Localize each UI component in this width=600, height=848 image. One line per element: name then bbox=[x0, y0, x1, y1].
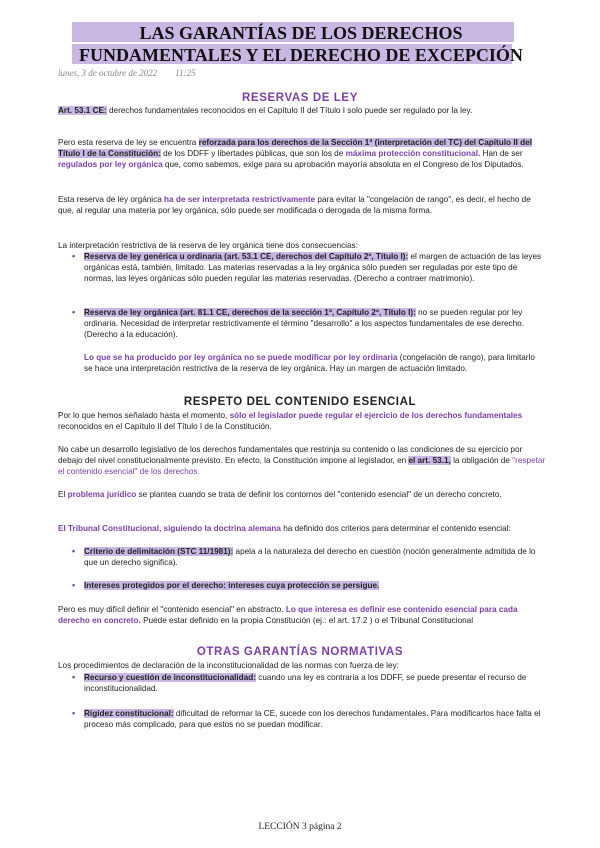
paragraph: Los procedimientos de declaración de la inconstitucionalidad de las normas con fuerza de ley: bbox=[58, 661, 399, 670]
highlight-text: Reserva de ley genérica u ordinaria (art. 53.1 CE, derechos del Capítulo 2º, Título I): bbox=[84, 252, 409, 261]
highlight-text: Criterio de delimitación (STC 11/1981): bbox=[84, 547, 234, 556]
paragraph-text: derechos fundamentales reconocidos en el Capítulo II del Título I solo puede ser regulado por la ley. bbox=[106, 106, 473, 115]
paragraph-text: la obligación de bbox=[450, 456, 513, 465]
bullet-icon: • bbox=[72, 546, 76, 556]
paragraph-text: Esta reserva de ley orgánica bbox=[58, 195, 165, 204]
list-item-continuation bbox=[84, 352, 544, 374]
heading-reservas: RESERVAS DE LEY bbox=[242, 92, 358, 104]
title-line-1: LAS GARANTÍAS DE LOS DERECHOS bbox=[139, 23, 463, 43]
bullet-icon: • bbox=[72, 251, 76, 261]
page-footer: LECCIÓN 3 página 2 bbox=[258, 822, 342, 832]
paragraph-text: de los DDFF y libertades públicas, que son los de bbox=[160, 149, 346, 158]
emphasis-text: Lo que interesa es definir ese contenido esencial para cada derecho en concreto. bbox=[58, 605, 518, 625]
bullet-icon: • bbox=[72, 672, 76, 682]
list-item bbox=[72, 708, 544, 730]
paragraph-text: no se pueden regular por ley ordinaria. Necesidad de interpretar restrictivamente el término "desarrollo" a los aspectos fundamentales de ese derecho. (Derecho a la educación). bbox=[84, 308, 524, 339]
emphasis-text: "respetar el contenido esencial" de los derechos. bbox=[58, 456, 546, 476]
paragraph-text: dificultad de reformar la CE, sucede con los derechos fundamentales. Para modificarlos hace falta el proceso más complicado, para que estos no se puedan modificar. bbox=[84, 709, 541, 729]
highlight-text: Rigidez constitucional: bbox=[84, 709, 174, 718]
paragraph bbox=[58, 194, 548, 216]
paragraph bbox=[58, 410, 548, 432]
paragraph bbox=[58, 489, 548, 500]
emphasis-text: ha de ser interpretada restrictivamente bbox=[164, 195, 316, 204]
title-line-2: FUNDAMENTALES Y EL DERECHO DE EXCEPCIÓN bbox=[79, 45, 523, 65]
highlight-text: Art. 53.1 CE: bbox=[58, 106, 107, 115]
paragraph-text: Pero es muy difícil definir el "contenido esencial" en abstracto. bbox=[58, 605, 286, 614]
paragraph bbox=[58, 523, 548, 534]
paragraph-text: ha definido dos criterios para determinar el contenido esencial: bbox=[280, 524, 511, 533]
paragraph bbox=[58, 444, 548, 477]
bullet-icon: • bbox=[72, 580, 76, 590]
heading-otras: OTRAS GARANTÍAS NORMATIVAS bbox=[196, 646, 404, 658]
paragraph-text: que, como sabemos, exige para su aprobación mayoría absoluta en el Congreso de los Diputados. bbox=[162, 160, 524, 169]
paragraph-text: El bbox=[58, 490, 68, 499]
emphasis-text: Lo que se ha producido por ley orgánica no se puede modificar por ley ordinaria bbox=[84, 353, 398, 362]
date-line bbox=[58, 68, 214, 78]
emphasis-text: problema jurídico bbox=[67, 490, 137, 499]
highlight-text: reforzada para los derechos de la Sección 1ª (interpretación del TC) del Capítulo II del Título I de la Constitución: bbox=[58, 138, 532, 158]
paragraph-text: Pero esta reserva de ley se encuentra bbox=[58, 138, 199, 147]
list-item bbox=[72, 672, 544, 694]
highlight-text: Recurso y cuestión de inconstitucionalidad: bbox=[84, 673, 256, 682]
list-item bbox=[72, 307, 544, 340]
highlight-text: Reserva de ley orgánica (art. 81.1 CE, derechos de la sección 1ª, Capítulo 2º, Título I): bbox=[84, 308, 416, 317]
emphasis-text: regulados por ley orgánica bbox=[58, 160, 163, 169]
paragraph-text: (congelación de rango), para limitarlo se hace una interpretación restrictiva de la reserva de ley orgánica. Hay un margen de actuación limitado. bbox=[84, 353, 535, 373]
heading-respeto: RESPETO DEL CONTENIDO ESENCIAL bbox=[183, 396, 417, 408]
emphasis-text: máxima protección constitucional. bbox=[345, 149, 481, 158]
bullet-icon: • bbox=[72, 307, 76, 317]
paragraph-text: cuando una ley es contraria a los DDFF, se puede presentar el recurso de inconstitucionalidad. bbox=[84, 673, 527, 693]
highlight-text: el art. 53.1, bbox=[408, 456, 451, 465]
paragraph-text: el margen de actuación de las leyes orgánicas está, también, limitado. Las materias reservadas a la ley orgánica sólo pueden ser reguladas por este tipo de normas, las leyes orgánicas sólo pueden regular las materias reservadas. (Derecho a contraer matrimonio). bbox=[84, 252, 542, 283]
document-title bbox=[66, 20, 536, 64]
paragraph-text: No cabe un desarrollo legislativo de los derechos fundamentales que restrinja su contenido o las condiciones de su ejercicio por debajo del nivel constitucionalmente previsto. En efecto, la Constitución impone al legislador, en bbox=[58, 445, 523, 465]
highlight-text: Intereses protegidos por el derecho: intereses cuya protección se persigue. bbox=[84, 581, 380, 590]
paragraph-text: Han de ser bbox=[480, 149, 523, 158]
date-day: lunes, 3 de octubre de 2022 bbox=[58, 68, 158, 78]
paragraph-text: Por lo que hemos señalado hasta el momento, bbox=[58, 411, 230, 420]
paragraph-text: apela a la naturaleza del derecho en cuestión (noción generalmente admitida de lo que un derecho significa). bbox=[84, 547, 536, 567]
paragraph: La interpretación restrictiva de la reserva de ley orgánica tiene dos consecuencias: bbox=[58, 241, 358, 250]
emphasis-text: El Tribunal Constitucional, siguiendo la doctrina alemana bbox=[58, 524, 281, 533]
paragraph-text: para evitar la "congelación de rango", es decir, el hecho de que, al regular una materia por ley orgánica, sólo puede ser modificada o derogada de la misma forma. bbox=[58, 195, 531, 215]
date-time: 11:25 bbox=[175, 68, 196, 78]
list-item bbox=[72, 251, 544, 284]
bullet-icon: • bbox=[72, 708, 76, 718]
paragraph-text: Puede estar definido en la propia Constitución (ej.: el art. 17.2 ) o el Tribunal Constitucional bbox=[140, 616, 474, 625]
paragraph bbox=[58, 137, 548, 170]
list-item bbox=[72, 580, 544, 591]
emphasis-text: sólo el legislador puede regular el ejercicio de los derechos fundamentales bbox=[229, 411, 523, 420]
paragraph-text: reconocidos en el Capítulo II del Título I de la Constitución. bbox=[58, 422, 272, 431]
paragraph bbox=[58, 604, 548, 626]
paragraph-text: se plantea cuando se trata de definir los contornos del "contenido esencial" de un derecho concreto. bbox=[136, 490, 502, 499]
list-item bbox=[72, 546, 544, 568]
paragraph bbox=[58, 105, 548, 116]
